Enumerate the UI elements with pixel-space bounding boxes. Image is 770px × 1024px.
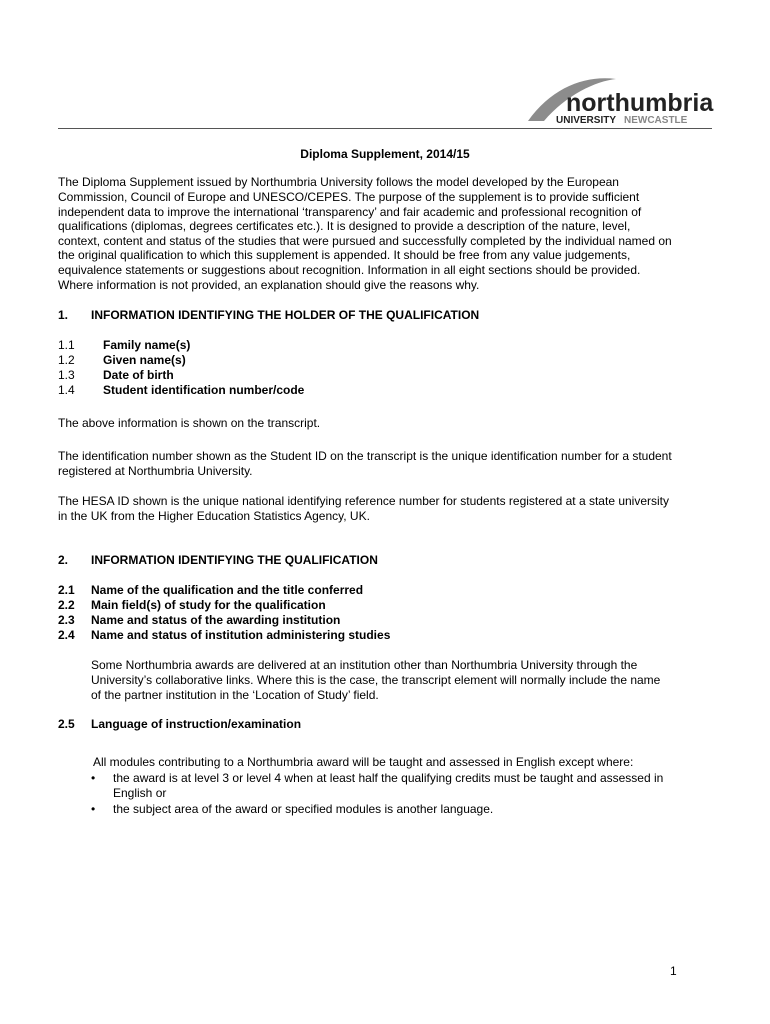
item-number: 1.1: [58, 338, 75, 352]
item-number: 1.3: [58, 368, 75, 382]
item-number: 2.1: [58, 583, 75, 597]
logo-university: UNIVERSITY: [556, 115, 617, 126]
paragraph-transcript-info: The above information is shown on the transcript.: [58, 416, 321, 430]
item-date-of-birth: Date of birth: [103, 368, 174, 382]
item-family-name: Family name(s): [103, 338, 191, 352]
intro-line: The Diploma Supplement issued by Northumbria University follows the model developed by the European: [58, 175, 619, 189]
intro-line: qualifications (diplomas, degrees certificates etc.). It is designed to provide a description of the nature, level,: [58, 219, 631, 233]
logo-newcastle: NEWCASTLE: [624, 115, 688, 126]
paragraph-student-id: The identification number shown as the Student ID on the transcript is the unique identification number for a student: [58, 449, 672, 463]
intro-line: equivalence statements or suggestions about recognition. Information in all eight sections should be provided.: [58, 263, 641, 277]
bullet-item: the subject area of the award or specified modules is another language.: [113, 802, 494, 816]
paragraph-student-id: registered at Northumbria University.: [58, 464, 253, 478]
bullet-item: the award is at level 3 or level 4 when at least half the qualifying credits must be taught and assessed in: [113, 771, 664, 785]
logo-wordmark: northumbria: [566, 89, 714, 117]
page-number: 1: [670, 964, 677, 978]
header-rule: [58, 128, 712, 129]
intro-line: independent data to improve the international ‘transparency’ and fair academic and professional recognition of: [58, 205, 642, 219]
logo-swoosh-icon: [526, 73, 714, 126]
item-language: Language of instruction/examination: [91, 717, 302, 731]
bullet-icon: •: [91, 802, 96, 816]
item-number: 2.3: [58, 613, 75, 627]
document-title: Diploma Supplement, 2014/15: [300, 147, 470, 161]
item-number: 1.2: [58, 353, 75, 367]
item-awarding-institution: Name and status of the awarding institution: [91, 613, 341, 627]
northumbria-logo: [526, 73, 714, 126]
section2-number: 2.: [58, 553, 69, 567]
item-qualification-name: Name of the qualification and the title conferred: [91, 583, 364, 597]
paragraph-hesa-id: The HESA ID shown is the unique national identifying reference number for students registered at a state university: [58, 494, 670, 508]
item-number: 2.4: [58, 628, 75, 642]
section1-heading: INFORMATION IDENTIFYING THE HOLDER OF THE QUALIFICATION: [91, 308, 480, 322]
bullet-item: English or: [113, 786, 167, 800]
paragraph-language-intro: All modules contributing to a Northumbria award will be taught and assessed in English except where:: [93, 755, 634, 769]
intro-line: Commission, Council of Europe and UNESCO/CEPES. The purpose of the supplement is to provide sufficient: [58, 190, 640, 204]
intro-line: the original qualification to which this supplement is appended. It should be free from any value judgements,: [58, 248, 631, 262]
paragraph-collaborative: Some Northumbria awards are delivered at an institution other than Northumbria University through the: [91, 658, 638, 672]
section2-heading: INFORMATION IDENTIFYING THE QUALIFICATION: [91, 553, 378, 567]
item-number: 2.2: [58, 598, 75, 612]
paragraph-collaborative: of the partner institution in the ‘Location of Study’ field.: [91, 688, 379, 702]
item-given-name: Given name(s): [103, 353, 186, 367]
item-student-id: Student identification number/code: [103, 383, 305, 397]
intro-line: context, content and status of the studies that were pursued and successfully completed by the individual named on: [58, 234, 672, 248]
item-field-of-study: Main field(s) of study for the qualification: [91, 598, 326, 612]
item-number: 1.4: [58, 383, 75, 397]
item-number: 2.5: [58, 717, 75, 731]
bullet-icon: •: [91, 771, 96, 785]
paragraph-collaborative: University’s collaborative links. Where this is the case, the transcript element will normally include the name: [91, 673, 661, 687]
intro-line: Where information is not provided, an explanation should give the reasons why.: [58, 278, 480, 292]
paragraph-hesa-id: in the UK from the Higher Education Statistics Agency, UK.: [58, 509, 370, 523]
section1-number: 1.: [58, 308, 69, 322]
item-administering-institution: Name and status of institution administering studies: [91, 628, 391, 642]
